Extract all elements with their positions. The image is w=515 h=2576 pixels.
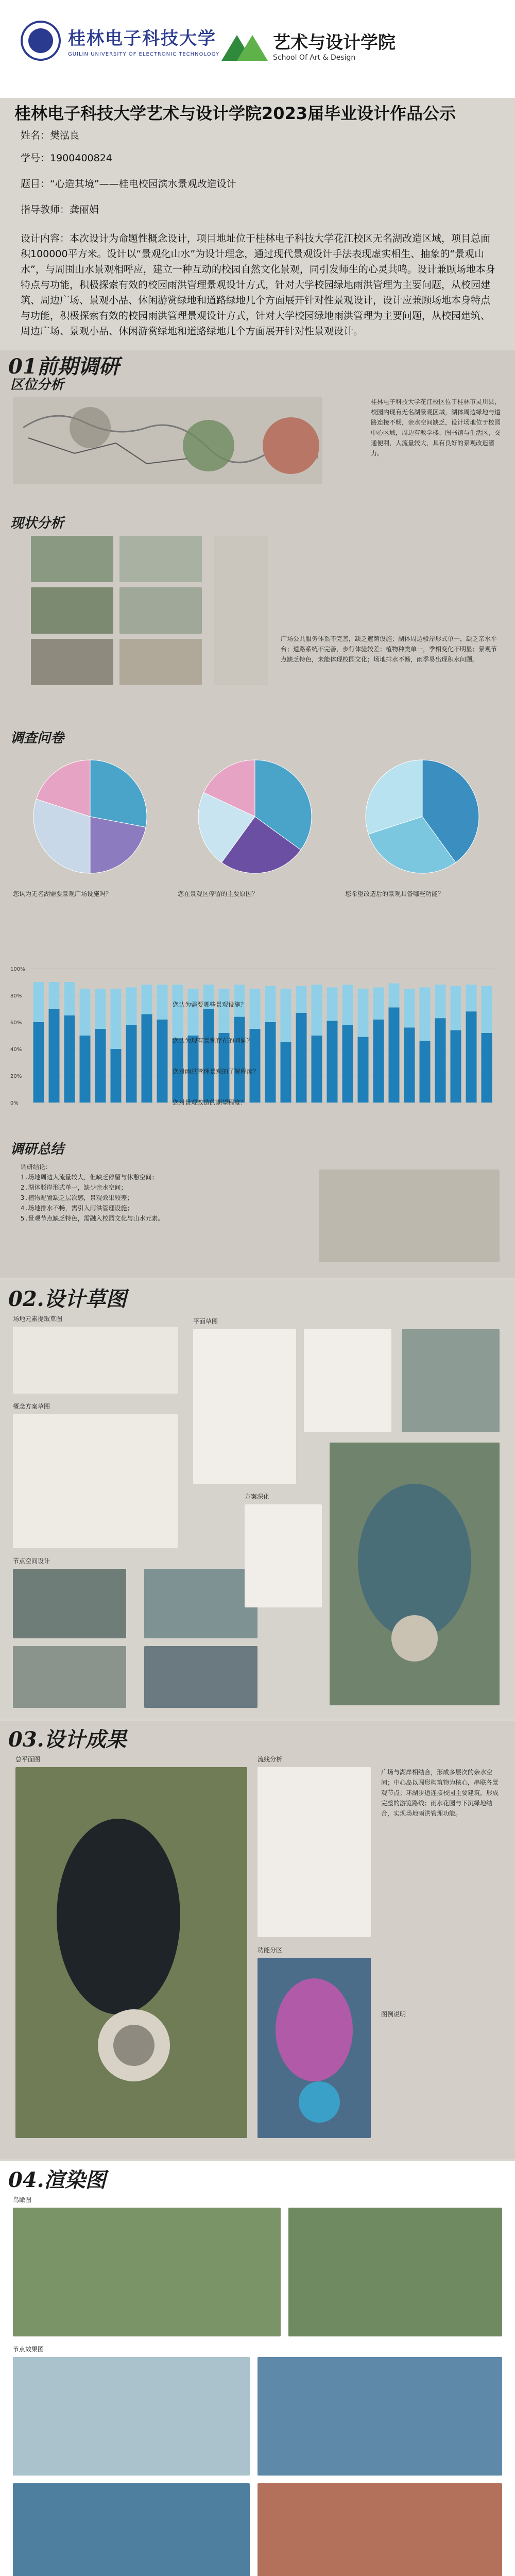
survey-question-3: 您希望改造后的景观具备哪些功能？ <box>345 890 444 897</box>
sketch-plan-3 <box>402 1329 500 1432</box>
status-photo-6 <box>119 639 202 685</box>
render-label-node: 节点效果图 <box>13 2346 44 2353</box>
bar <box>482 986 492 1033</box>
result-label-plan: 总平面图 <box>15 1756 41 1763</box>
y-tick-label: 60% <box>10 1020 22 1026</box>
bar-question-4: 您对景观改造的期望程度？ <box>173 1099 247 1106</box>
bar <box>173 985 183 1038</box>
bar <box>312 985 322 1036</box>
bar <box>373 987 384 1019</box>
function-zones-icon <box>258 1958 371 2138</box>
school-mark-icon <box>221 30 268 61</box>
summary-text: 调研结论： 1.场地周边人流量较大，但缺乏停留与休憩空间； 2.湖体驳岸形式单一，缺少亲水空间； 3.植物配置缺乏层次感，景观效果较差； 4.场地排水不畅，需引入雨洪管理设施； 5.景观节点缺乏特色，需融入校园文化与山水元素。 <box>21 1163 164 1222</box>
render-node-4 <box>258 2483 502 2576</box>
status-photo-5 <box>31 639 113 685</box>
bar <box>420 987 431 1041</box>
bar <box>358 1037 369 1103</box>
bar-question-3: 您对雨洪管理景观的了解程度？ <box>173 1068 260 1075</box>
advisor: 指导教师：龚丽娟 <box>21 204 99 215</box>
sketch-label-d: 平面草图 <box>193 1318 218 1325</box>
section-title-research: 01前期调研 <box>8 354 119 379</box>
bar <box>342 1025 353 1103</box>
master-plan <box>15 1767 247 2138</box>
status-text: 广场公共服务体系不完善，缺乏遮荫设施；湖体周边驳岸形式单一，缺乏亲水平台；道路系统不完善，步行体验较差；植物种类单一，季相变化不明显；景观节点缺乏特色，未能体现校园文化；场地排水不畅，雨季易出现积水问题。 <box>281 635 497 663</box>
bar <box>234 1017 245 1103</box>
y-tick-label: 100% <box>10 967 25 972</box>
header <box>0 0 515 98</box>
render-aerial-2 <box>288 2208 502 2336</box>
bar <box>281 989 291 1042</box>
bar <box>142 1014 152 1103</box>
subtitle-location: 区位分析 <box>10 377 64 393</box>
site-plan-icon <box>330 1443 500 1705</box>
student-name: 姓名：樊泓良 <box>21 130 80 141</box>
subtitle-status: 现状分析 <box>10 516 64 531</box>
bar <box>389 984 400 1008</box>
university-name-en: GUILIN UNIVERSITY OF ELECTRONIC TECHNOLOGY <box>68 52 219 57</box>
status-photo-7 <box>214 536 268 685</box>
pie-chart-2-svg <box>175 752 335 881</box>
status-photo-4 <box>119 587 202 634</box>
result-label-func: 功能分区 <box>258 1946 283 1954</box>
pie-slice <box>90 760 147 827</box>
y-tick-label: 0% <box>10 1100 19 1106</box>
render-label-aerial: 鸟瞰图 <box>13 2196 32 2204</box>
bar <box>188 989 199 1036</box>
bar <box>33 1022 44 1103</box>
university-seal-icon <box>21 21 61 61</box>
bar <box>80 989 91 1036</box>
section-title-result: 03.设计成果 <box>8 1727 127 1752</box>
university-name: 桂林电子科技大学 <box>68 28 216 49</box>
sketch-label-a: 场地元素提取草图 <box>13 1315 63 1323</box>
route-map-icon <box>13 397 322 484</box>
bar <box>342 985 353 1025</box>
bar <box>435 1018 446 1103</box>
flow-diagram <box>258 1767 371 1937</box>
bar <box>373 1020 384 1103</box>
status-photo-1 <box>31 536 113 582</box>
sketch-elements <box>13 1327 178 1394</box>
pie-chart-1 <box>10 752 170 881</box>
school-name: 艺术与设计学院 <box>273 32 396 53</box>
bar <box>157 1020 168 1103</box>
sketch-plan-1 <box>193 1329 296 1484</box>
bar <box>80 1036 91 1103</box>
bar <box>435 985 446 1018</box>
pie-chart-1-svg <box>10 752 170 881</box>
student-id: 学号：1900400824 <box>21 152 112 164</box>
render-node-2 <box>258 2357 502 2476</box>
bar <box>389 1007 400 1103</box>
sketch-label-e: 方案深化 <box>245 1493 270 1500</box>
bar <box>111 1049 122 1103</box>
location-text: 桂林电子科技大学花江校区位于桂林市灵川县，校园内现有无名湖景观区域，湖体周边绿地与道路连接不畅，亲水空间缺乏，设计场地位于校园中心区域，周边有教学楼、图书馆与生活区，交通便利，人流量较大，具有良好的景观改造潜力。 <box>371 398 501 457</box>
bar <box>64 982 75 1015</box>
bar <box>49 1009 60 1103</box>
bar <box>451 1030 461 1103</box>
sketch-concept <box>13 1414 178 1548</box>
render-node-3 <box>13 2483 250 2576</box>
sketch-plan-4 <box>245 1504 322 1607</box>
bar <box>126 1025 137 1103</box>
summary-photo <box>319 1170 500 1262</box>
status-photo-3 <box>31 587 113 634</box>
sketch-label-b: 概念方案草图 <box>13 1403 50 1410</box>
master-plan-icon <box>15 1767 247 2138</box>
subtitle-survey: 调查问卷 <box>10 731 64 746</box>
render-node-1 <box>13 2357 250 2476</box>
bar <box>111 989 122 1049</box>
result-label-flow: 流线分析 <box>258 1756 283 1763</box>
pie-chart-3-svg <box>342 752 502 881</box>
survey-question-2: 您在景观区停留的主要原因？ <box>178 890 259 897</box>
bar-question-2: 您认为现有景观存在的问题？ <box>173 1037 253 1044</box>
bar <box>49 982 60 1009</box>
sketch-node-3 <box>13 1646 126 1708</box>
bar <box>33 982 44 1022</box>
result-text: 广场与湖岸相结合，形成多层次的亲水空间；中心岛以圆形构筑物为核心，串联各景观节点；环湖步道连接校园主要建筑，形成完整的游览路线；雨水花园与下沉绿地结合，实现场地雨洪管理功能。 <box>381 1769 499 1817</box>
section-title-render: 04.渲染图 <box>8 2168 106 2192</box>
bar <box>420 1041 431 1103</box>
bar-question-1: 您认为需要哪些景观设施？ <box>173 1001 247 1008</box>
bar <box>296 1013 307 1103</box>
bar <box>466 1011 477 1103</box>
bar <box>265 1022 276 1103</box>
bar <box>142 985 152 1014</box>
bar <box>281 1042 291 1103</box>
poster-title: 桂林电子科技大学艺术与设计学院2023届毕业设计作品公示 <box>14 104 456 123</box>
render-aerial-1 <box>13 2208 281 2336</box>
bar <box>95 989 106 1029</box>
bar <box>95 1029 106 1103</box>
bar <box>482 1033 492 1103</box>
sketch-plan-2 <box>304 1329 391 1432</box>
bar <box>404 1027 415 1103</box>
sketch-label-c: 节点空间设计 <box>13 1557 50 1565</box>
project-topic: 题目：“心造其境”——桂电校园滨水景观改造设计 <box>21 178 236 190</box>
bar <box>219 989 230 1033</box>
bar <box>64 1015 75 1103</box>
section-title-sketch: 02.设计草图 <box>8 1287 127 1311</box>
design-description: 设计内容：本次设计为命题性概念设计，项目地址位于桂林电子科技大学花江校区无名湖改造区域，项目总面积100000平方米。设计以“景观化山水”为设计理念，通过现代景观设计手法表现虚实相生、抽象的“景观山水”，与周围山水景观相呼应，建立一种互动的校园自然文化景观，同引发师生的心灵共鸣。设计兼顾场地本身特点与功能，积极探索有效的校园雨洪管理景观设计方式，针对大学校园绿地雨洪管理为主要问题，从校园建筑、周边广场、景观小品、休闲游赏绿地和道路绿地几个方面展开针对性景观设计，设计应兼顾场地本身特点与功能，积极探索有效的校园雨洪管理景观设计方式，针对大学校园绿地雨洪管理为主要问题，从校园建筑、周边广场、景观小品、休闲游赏绿地和道路绿地几个方面展开针对性景观设计。 <box>21 233 495 337</box>
sketch-node-1 <box>13 1569 126 1638</box>
school-name-en: School Of Art & Design <box>273 54 356 62</box>
bar <box>327 1021 338 1103</box>
bar <box>451 986 461 1030</box>
bar <box>157 985 168 1020</box>
y-tick-label: 20% <box>10 1074 22 1079</box>
bar <box>327 987 338 1021</box>
y-tick-label: 40% <box>10 1047 22 1053</box>
sketch-node-2 <box>144 1569 258 1638</box>
location-map <box>13 397 322 484</box>
bar <box>312 1036 322 1103</box>
bar <box>203 1009 214 1103</box>
bar <box>126 987 137 1025</box>
pie-chart-3 <box>342 752 502 881</box>
university-logo <box>21 21 219 61</box>
survey-question-1: 您认为无名湖需要景观广场设施吗？ <box>13 890 112 897</box>
result-label-legend: 图例说明 <box>381 2011 406 2018</box>
pie-chart-2 <box>175 752 335 881</box>
function-diagram <box>258 1958 371 2138</box>
bar <box>358 989 369 1037</box>
sketch-render-plan <box>330 1443 500 1705</box>
sketch-node-4 <box>144 1646 258 1708</box>
y-tick-label: 80% <box>10 993 22 999</box>
bar <box>466 985 477 1011</box>
bar <box>296 986 307 1013</box>
bar <box>404 989 415 1027</box>
school-logo <box>221 28 396 62</box>
subtitle-summary: 调研总结 <box>10 1142 64 1157</box>
status-photo-2 <box>119 536 202 582</box>
